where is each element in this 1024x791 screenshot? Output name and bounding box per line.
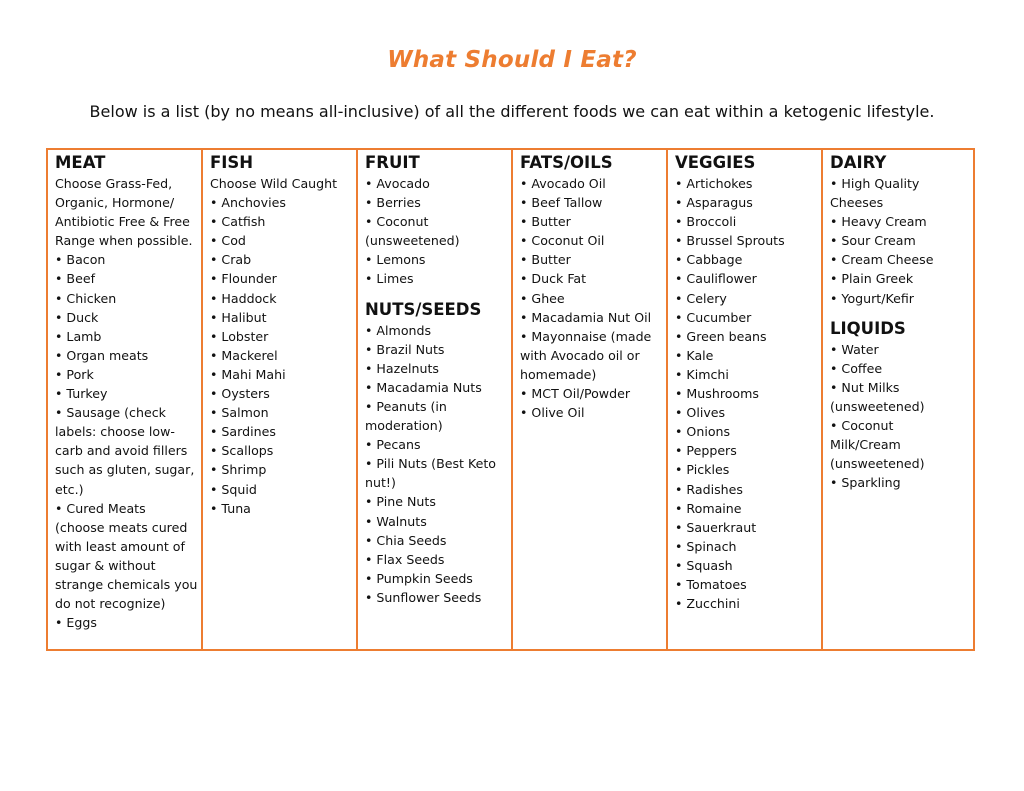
column-veggies: [668, 150, 823, 649]
column-fats-oils: [513, 150, 668, 649]
list-item: • Organ meats: [55, 347, 149, 363]
page-subtitle: Below is a list (by no means all-inclusive) of all the different foods we can eat within a ketogenic lifestyle.: [89, 102, 935, 121]
list-item: • Scallops: [210, 443, 274, 459]
list-item: • Water: [830, 341, 879, 357]
list-item: • Halibut: [210, 309, 267, 325]
list-item: • Macadamia Nuts: [365, 379, 482, 395]
list-item: • Nut Milks: [830, 379, 900, 395]
list-item: • Pine Nuts: [365, 494, 436, 510]
list-item: • Mahi Mahi: [210, 366, 286, 382]
list-item: Milk/Cream: [830, 437, 901, 453]
list-item: • Coconut: [830, 418, 894, 434]
list-item: • Sparkling: [830, 475, 901, 491]
list-item: • Chia Seeds: [365, 532, 447, 548]
column-fish: [203, 150, 358, 649]
list-item: • High Quality: [830, 176, 920, 191]
list-item: • Cod: [210, 233, 246, 249]
list-item: • Almonds: [365, 322, 432, 338]
list-item: Range when possible.: [55, 233, 193, 249]
column-fruit: [358, 150, 513, 649]
list-item: labels: choose low-: [55, 424, 175, 440]
list-item: (unsweetened): [365, 233, 460, 249]
list-item: • Crab: [210, 252, 252, 268]
list-item: • Squash: [675, 557, 733, 573]
list-item: • Ghee: [520, 290, 565, 306]
list-item: • Beef: [55, 271, 96, 287]
list-item: etc.): [55, 481, 84, 497]
list-item: Choose Wild Caught: [210, 176, 338, 191]
list-item: • Onions: [675, 424, 731, 440]
list-item: carb and avoid fillers: [55, 443, 188, 459]
list-item: Antibiotic Free & Free: [55, 214, 190, 230]
list-item: • Mayonnaise (made: [520, 328, 652, 344]
list-item: • Romaine: [675, 500, 742, 516]
list-item: Cheeses: [830, 195, 884, 211]
list-item: • Coconut: [365, 214, 429, 230]
list-item: • Avocado: [365, 176, 430, 191]
list-item: • Cucumber: [675, 309, 752, 325]
list-item: • Artichokes: [675, 176, 753, 191]
list-item: • MCT Oil/Powder: [520, 386, 631, 402]
list-item: • Duck Fat: [520, 271, 587, 287]
list-item: • Flax Seeds: [365, 551, 445, 567]
list-item: • Duck: [55, 309, 99, 325]
list-item: • Hazelnuts: [365, 360, 439, 376]
list-item: • Walnuts: [365, 513, 427, 529]
list-item: • Sauerkraut: [675, 519, 757, 535]
section-heading: LIQUIDS: [830, 318, 906, 338]
column-heading: FRUIT: [365, 153, 420, 172]
list-item: • Kale: [675, 347, 714, 363]
column-heading: FISH: [210, 153, 254, 172]
list-item: • Shrimp: [210, 462, 267, 478]
list-item: • Anchovies: [210, 195, 286, 211]
list-item: • Macadamia Nut Oil: [520, 309, 652, 325]
list-item: do not recognize): [55, 596, 166, 612]
list-item: • Lobster: [210, 328, 269, 344]
list-item: • Peppers: [675, 443, 737, 459]
list-item: • Turkey: [55, 386, 108, 402]
list-item: • Cabbage: [675, 252, 743, 268]
list-item: • Brazil Nuts: [365, 341, 445, 357]
list-item: • Oysters: [210, 386, 270, 402]
list-item: • Sardines: [210, 424, 276, 440]
list-item: • Green beans: [675, 328, 767, 344]
list-item: • Asparagus: [675, 195, 753, 211]
list-item: • Tuna: [210, 500, 251, 516]
list-item: • Mackerel: [210, 347, 278, 363]
list-item: • Salmon: [210, 405, 269, 421]
list-item: • Pumpkin Seeds: [365, 570, 473, 586]
list-item: • Haddock: [210, 290, 277, 306]
list-item: • Butter: [520, 214, 571, 230]
column-heading: FATS/OILS: [520, 153, 613, 172]
list-item: • Zucchini: [675, 596, 740, 612]
section-heading: NUTS/SEEDS: [365, 299, 482, 319]
list-item: • Sausage (check: [55, 405, 166, 421]
list-item: • Bacon: [55, 252, 106, 268]
list-item: • Pecans: [365, 437, 421, 453]
list-item: • Olives: [675, 405, 726, 421]
list-item: • Heavy Cream: [830, 214, 927, 230]
list-item: • Sour Cream: [830, 233, 916, 249]
column-heading: VEGGIES: [675, 153, 756, 172]
column-meat: [48, 150, 203, 649]
list-item: • Kimchi: [675, 366, 729, 382]
list-item: nut!): [365, 475, 396, 491]
list-item: • Broccoli: [675, 214, 737, 230]
list-item: • Chicken: [55, 290, 117, 306]
list-item: • Cauliflower: [675, 271, 757, 287]
food-table: [46, 148, 975, 651]
list-item: such as gluten, sugar,: [55, 462, 195, 478]
list-item: (unsweetened): [830, 456, 925, 472]
list-item: • Beef Tallow: [520, 195, 603, 211]
list-item: • Avocado Oil: [520, 176, 606, 191]
list-item: strange chemicals you: [55, 576, 198, 592]
list-item: • Pork: [55, 366, 94, 382]
list-item: • Brussel Sprouts: [675, 233, 785, 249]
list-item: • Coffee: [830, 360, 883, 376]
list-item: Organic, Hormone/: [55, 195, 175, 211]
list-item: • Butter: [520, 252, 571, 268]
list-item: Choose Grass-Fed,: [55, 176, 173, 191]
list-item: • Lemons: [365, 252, 426, 268]
list-item: • Berries: [365, 195, 421, 211]
list-item: • Pickles: [675, 462, 730, 478]
list-item: • Tomatoes: [675, 576, 747, 592]
list-item: • Eggs: [55, 615, 97, 631]
list-item: homemade): [520, 366, 597, 382]
list-item: • Peanuts (in: [365, 398, 447, 414]
list-item: • Cream Cheese: [830, 252, 934, 268]
page-title: What Should I Eat?: [387, 47, 637, 73]
list-item: • Pili Nuts (Best Keto: [365, 456, 496, 472]
list-item: • Cured Meats: [55, 500, 146, 516]
list-item: (choose meats cured: [55, 519, 188, 535]
list-item: • Olive Oil: [520, 405, 585, 421]
list-item: • Limes: [365, 271, 414, 287]
list-item: • Mushrooms: [675, 386, 759, 402]
list-item: sugar & without: [55, 557, 156, 573]
column-heading: DAIRY: [830, 153, 887, 172]
list-item: with Avocado oil or: [520, 347, 640, 363]
list-item: • Lamb: [55, 328, 102, 344]
list-item: • Catfish: [210, 214, 266, 230]
column-heading: MEAT: [55, 153, 106, 172]
list-item: • Plain Greek: [830, 271, 914, 287]
list-item: (unsweetened): [830, 398, 925, 414]
list-item: • Yogurt/Kefir: [830, 290, 914, 306]
list-item: • Squid: [210, 481, 257, 497]
list-item: with least amount of: [55, 538, 185, 554]
list-item: • Celery: [675, 290, 727, 306]
list-item: • Radishes: [675, 481, 743, 497]
list-item: • Coconut Oil: [520, 233, 605, 249]
list-item: moderation): [365, 418, 443, 434]
list-item: • Sunflower Seeds: [365, 589, 482, 605]
list-item: • Flounder: [210, 271, 277, 287]
column-dairy: [823, 150, 973, 649]
list-item: • Spinach: [675, 538, 737, 554]
